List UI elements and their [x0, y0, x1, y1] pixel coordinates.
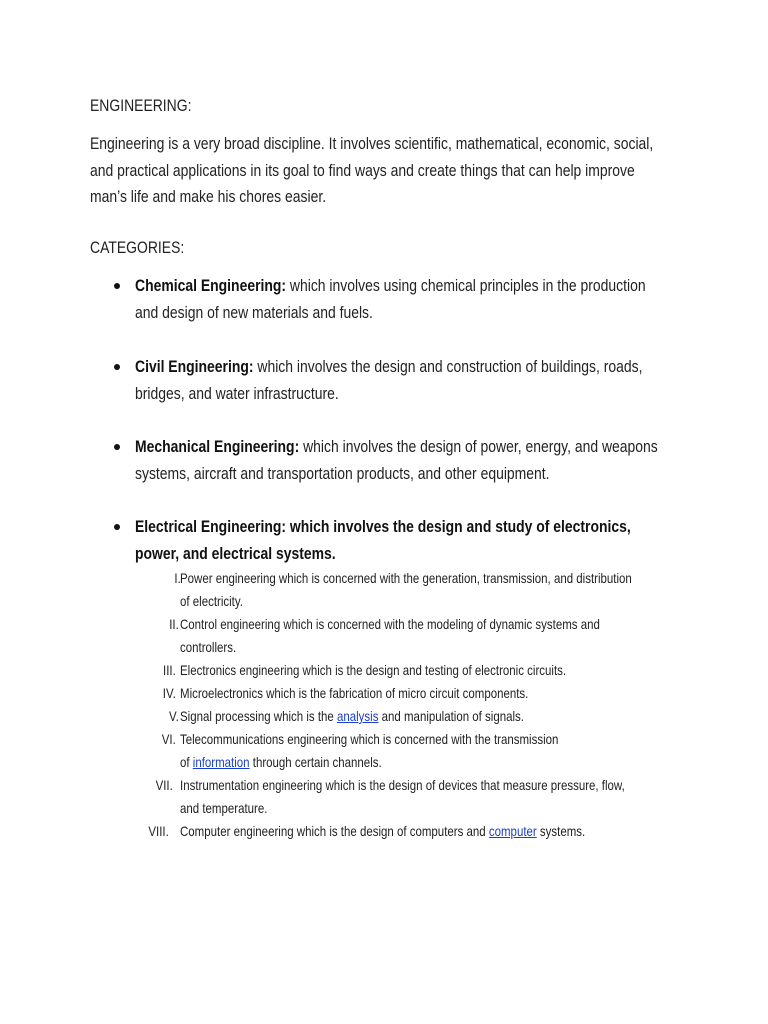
bullet-icon: [114, 364, 120, 370]
category-description-line: and design of new materials and fuels.: [135, 303, 373, 322]
roman-numeral: VIII.: [148, 823, 169, 839]
roman-numeral: VI.: [161, 731, 176, 747]
subfield-line: of electricity.: [180, 593, 243, 609]
list-item: [0, 613, 768, 659]
roman-numeral: IV.: [162, 685, 176, 701]
category-description: which involves the design and construction of buildings, roads,: [253, 357, 643, 376]
subfield-line: Electronics engineering which is the design and testing of electronic circuits.: [180, 662, 567, 678]
subfield-text: [180, 682, 705, 705]
category-item-chemical: [135, 272, 725, 326]
intro-line: and practical applications in its goal to find ways and create things that can help improve: [90, 160, 635, 180]
category-item-mechanical: [135, 433, 725, 487]
subfield-text: [180, 820, 705, 843]
page-title: ENGINEERING:: [90, 96, 192, 115]
category-name: Chemical Engineering:: [135, 276, 287, 295]
roman-numeral: I.: [174, 570, 181, 586]
bullet-icon: [114, 283, 120, 289]
bullet-icon: [114, 444, 120, 450]
intro-line: Engineering is a very broad discipline. It involves scientific, mathematical, economic, social,: [90, 134, 654, 153]
roman-numeral: III.: [163, 662, 176, 678]
category-electrical-line: power, and electrical systems.: [135, 544, 336, 563]
subfield-text: [180, 728, 705, 774]
subfield-text-part: of: [180, 754, 193, 770]
subfield-line: Control engineering which is concerned with the modeling of dynamic systems and: [180, 616, 600, 632]
subfield-line: controllers.: [180, 639, 237, 655]
subfield-line: Power engineering which is concerned with the generation, transmission, and distribution: [180, 570, 632, 586]
intro-paragraph: [90, 131, 664, 211]
list-item: [0, 728, 768, 774]
subfield-text: [180, 774, 705, 820]
category-description-line: bridges, and water infrastructure.: [135, 384, 339, 403]
subfield-text: [180, 567, 705, 613]
bullet-icon: [114, 524, 120, 530]
information-link[interactable]: information: [192, 754, 250, 770]
subfield-text-part: and manipulation of signals.: [378, 708, 524, 724]
category-electrical-line: Electrical Engineering: which involves the design and study of electronics,: [135, 517, 631, 536]
subfield-text-part: through certain channels.: [249, 754, 382, 770]
category-name: Mechanical Engineering:: [135, 437, 300, 456]
subfield-text: [180, 705, 705, 728]
subfield-line: and temperature.: [180, 800, 268, 816]
computer-link[interactable]: computer: [488, 823, 537, 839]
category-description: which involves the design of power, energy, and weapons: [299, 437, 658, 456]
roman-numeral: V.: [168, 708, 179, 724]
subfield-text: [180, 659, 705, 682]
analysis-link[interactable]: analysis: [336, 708, 379, 724]
roman-numeral: II.: [169, 616, 179, 632]
subfield-line: Instrumentation engineering which is the design of devices that measure pressure, flow,: [180, 777, 625, 793]
subfield-text-part: systems.: [536, 823, 586, 839]
intro-line: man’s life and make his chores easier.: [90, 187, 327, 206]
roman-numeral: VII.: [155, 777, 173, 793]
category-description: which involves using chemical principles in the production: [286, 276, 646, 295]
category-name: Civil Engineering:: [135, 357, 254, 376]
category-item-civil: [135, 353, 725, 407]
list-item: [0, 774, 768, 820]
list-item: [0, 567, 768, 613]
category-item-electrical: [135, 513, 725, 567]
subfield-line: Telecommunications engineering which is concerned with the transmission: [180, 731, 559, 747]
subfield-text-part: Computer engineering which is the design of computers and: [180, 823, 489, 839]
subfield-line: Microelectronics which is the fabrication of micro circuit components.: [180, 685, 529, 701]
subfield-text: [180, 613, 705, 659]
subfield-text-part: Signal processing which is the: [180, 708, 337, 724]
categories-heading: CATEGORIES:: [90, 238, 185, 257]
category-description-line: systems, aircraft and transportation products, and other equipment.: [135, 464, 550, 483]
list-item: [0, 820, 768, 866]
